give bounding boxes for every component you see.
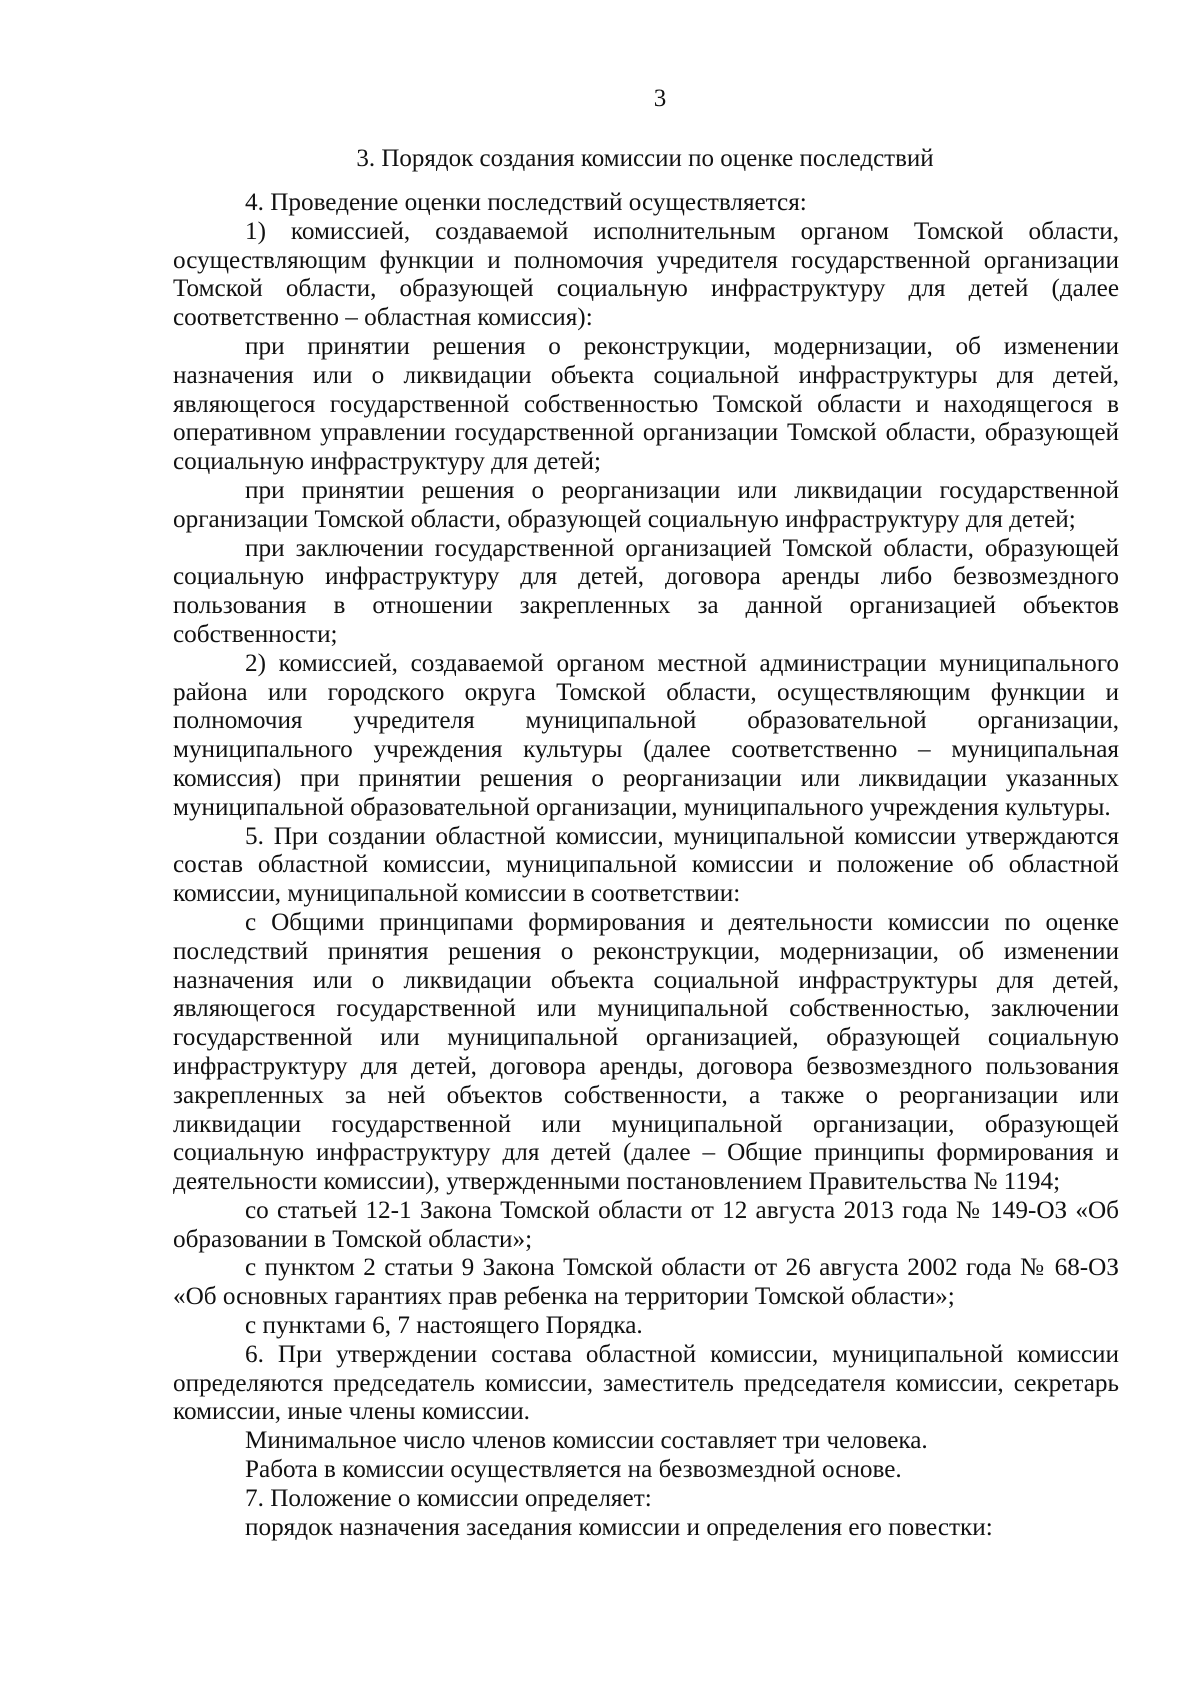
paragraph: Минимальное число членов комиссии составляет три человека. bbox=[245, 1427, 928, 1455]
paragraph: при принятии решения о реорганизации или ликвидации государственной организации Томской области, образующей социальную инфраструктуру для детей; bbox=[173, 476, 1119, 533]
paragraph: 6. При утверждении состава областной комиссии, муниципальной комиссии определяются председатель комиссии, заместитель председателя комиссии, секретарь комиссии, иные члены комиссии. bbox=[173, 1340, 1119, 1426]
paragraph: 1) комиссией, создаваемой исполнительным органом Томской области, осуществляющим функции и полномочия учредителя государственной организации Томской области, образующей социальную инфраструктуру для детей (далее соответственно – областная комиссия): bbox=[173, 217, 1119, 332]
section-title: 3. Порядок создания комиссии по оценке последствий bbox=[356, 145, 934, 172]
paragraph: с пунктом 2 статьи 9 Закона Томской области от 26 августа 2002 года № 68-ОЗ «Об основных гарантиях прав ребенка на территории Томской области»; bbox=[173, 1254, 1119, 1311]
paragraph: порядок назначения заседания комиссии и определения его повестки: bbox=[245, 1513, 993, 1541]
paragraph: Работа в комиссии осуществляется на безвозмездной основе. bbox=[245, 1456, 902, 1484]
paragraph: с пунктами 6, 7 настоящего Порядка. bbox=[245, 1312, 643, 1340]
paragraph: 2) комиссией, создаваемой органом местной администрации муниципального района или городского округа Томской области, осуществляющим функции и полномочия учредителя муниципальной образовательной организации, муниципального учреждения культуры (далее соответственно – муниципальная комиссия) при принятии решения о реорганизации или ликвидации указанных муниципальной образовательной организации, муниципального учреждения культуры. bbox=[173, 649, 1119, 821]
paragraph: 5. При создании областной комиссии, муниципальной комиссии утверждаются состав областной комиссии, муниципальной комиссии и положение об областной комиссии, муниципальной комиссии в соответствии: bbox=[173, 822, 1119, 908]
body-text bbox=[173, 189, 1119, 1542]
paragraph: со статьей 12-1 Закона Томской области от 12 августа 2013 года № 149-ОЗ «Об образовании в Томской области»; bbox=[173, 1196, 1119, 1253]
paragraph: при принятии решения о реконструкции, модернизации, об изменении назначения или о ликвидации объекта социальной инфраструктуры для детей, являющегося государственной собственностью Томской области и находящегося в оперативном управлении государственной организации Томской области, образующей социальную инфраструктуру для детей; bbox=[173, 332, 1119, 476]
paragraph: 7. Положение о комиссии определяет: bbox=[245, 1484, 652, 1512]
page-number: 3 bbox=[653, 85, 667, 112]
paragraph: 4. Проведение оценки последствий осуществляется: bbox=[245, 189, 807, 216]
paragraph: при заключении государственной организацией Томской области, образующей социальную инфраструктуру для детей, договора аренды либо безвозмездного пользования в отношении закрепленных за данной организацией объектов собственности; bbox=[173, 534, 1119, 648]
paragraph: с Общими принципами формирования и деятельности комиссии по оценке последствий принятия решения о реконструкции, модернизации, об изменении назначения или о ликвидации объекта социальной инфраструктуры для детей, являющегося государственной или муниципальной собственностью, заключении государственной или муниципальной организацией, образующей социальную инфраструктуру для детей, договора аренды, договора безвозмездного пользования закрепленных за ней объектов собственности, а также о реорганизации или ликвидации государственной или муниципальной организации, образующей социальную инфраструктуру для детей (далее – Общие принципы формирования и деятельности комиссии), утвержденными постановлением Правительства № 1194; bbox=[173, 908, 1119, 1196]
